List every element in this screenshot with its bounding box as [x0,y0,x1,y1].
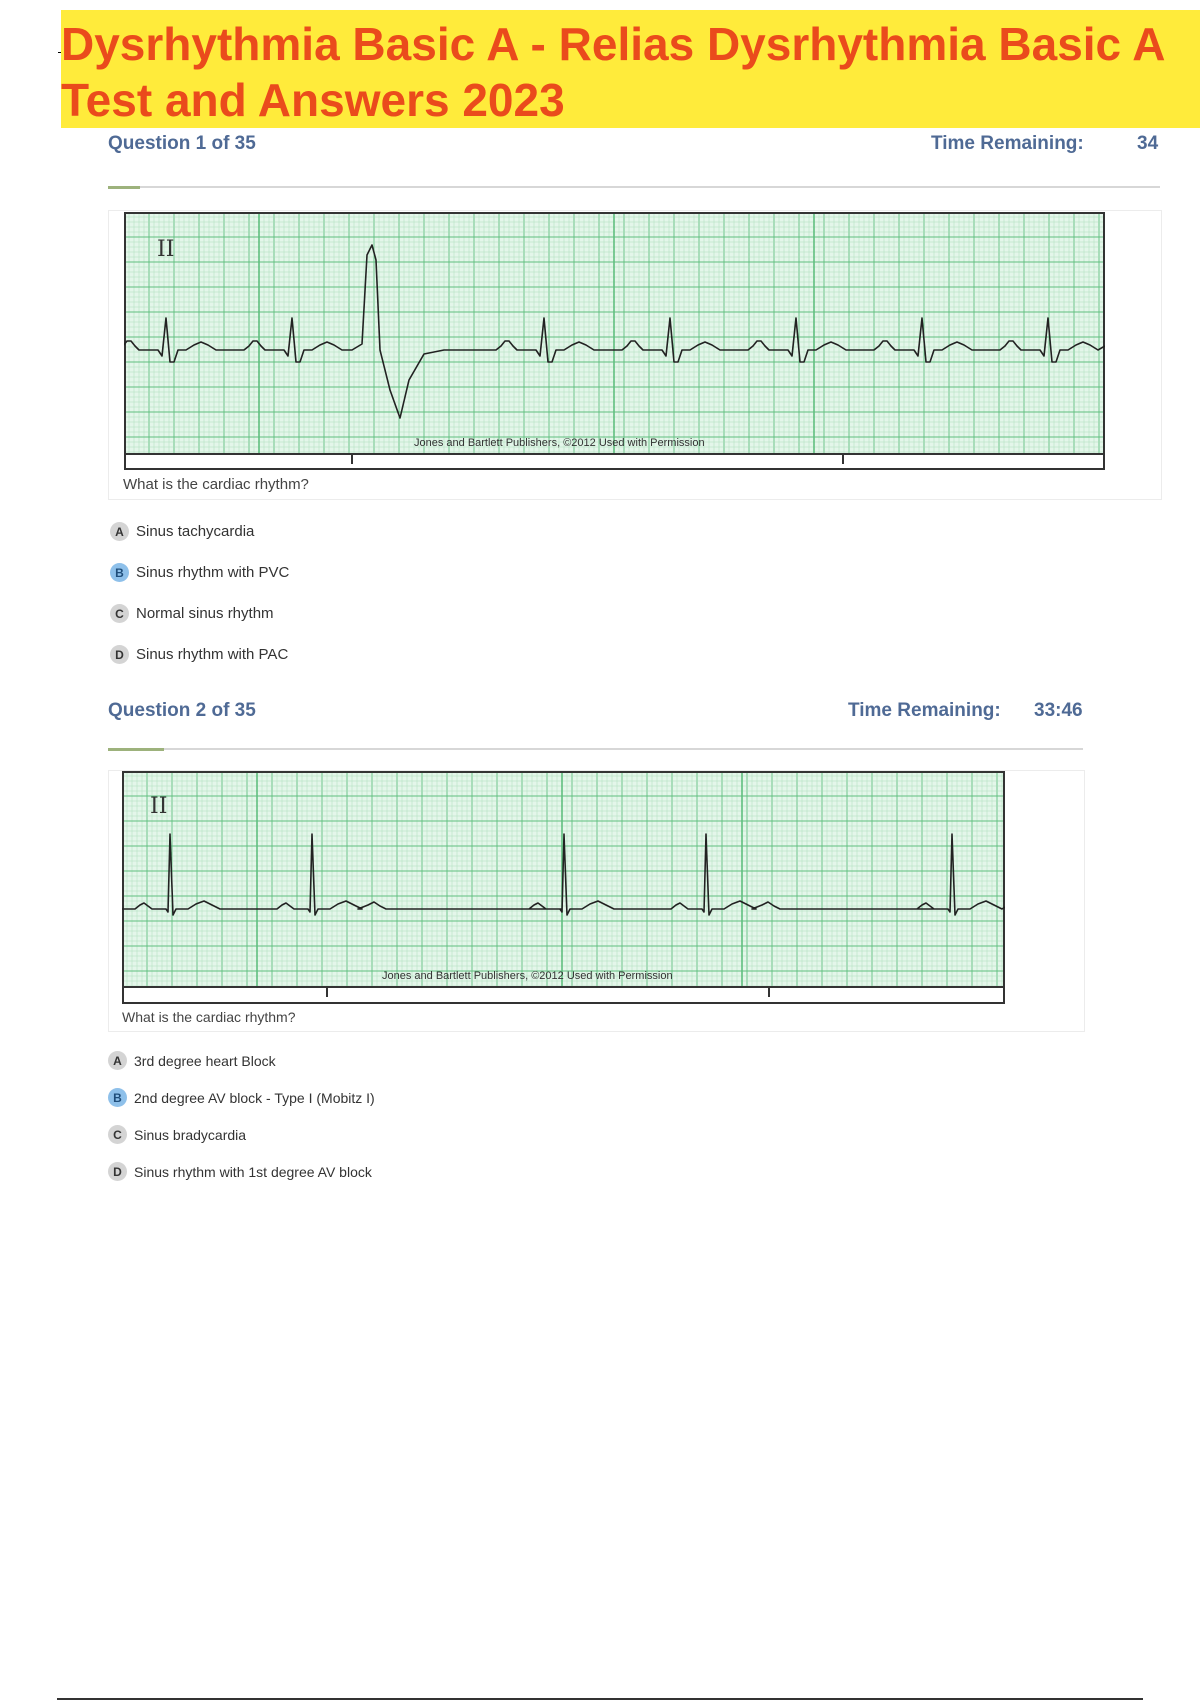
option-text: Sinus rhythm with PVC [136,564,290,581]
question-2-option-c[interactable] [108,1125,246,1144]
question-2-option-a[interactable] [108,1051,276,1070]
option-letter-badge: A [108,1051,127,1070]
option-letter-badge: D [108,1162,127,1181]
option-text: 2nd degree AV block - Type I (Mobitz I) [134,1089,375,1106]
ecg-lead-label: II [150,794,168,819]
question-2-time-value: 33:46 [1034,700,1083,721]
title-banner [61,10,1200,128]
question-2-progress-track [108,748,1083,750]
question-1-time-value: 34 [1137,133,1159,154]
question-2-option-d[interactable] [108,1162,372,1181]
ecg-credit: Jones and Bartlett Publishers, ©2012 Used with Permission [414,437,705,449]
question-1-option-d[interactable] [110,645,288,664]
option-text: Sinus rhythm with PAC [136,646,289,663]
question-2-header: Question 2 of 35 [108,700,256,721]
option-letter-badge: C [108,1125,127,1144]
option-text: Sinus rhythm with 1st degree AV block [134,1163,372,1180]
question-1-prompt: What is the cardiac rhythm? [123,476,309,493]
question-1-header: Question 1 of 35 [108,133,256,154]
document-title-line-1: Dysrhythmia Basic A - Relias Dysrhythmia Basic A [61,18,1166,70]
question-1-progress-track [108,186,1160,188]
question-2-prompt: What is the cardiac rhythm? [122,1009,296,1025]
question-2-progress-fill [108,748,164,751]
document-title-line-2: Test and Answers 2023 [61,74,565,126]
option-letter-badge: B [108,1088,127,1107]
option-text: 3rd degree heart Block [134,1052,276,1069]
option-letter-badge: A [110,522,129,541]
option-text: Normal sinus rhythm [136,605,274,622]
question-1-option-a[interactable] [110,522,254,541]
question-1-ecg-strip [124,212,1105,470]
ecg-credit: Jones and Bartlett Publishers, ©2012 Used with Permission [382,970,673,982]
ecg-lead-label: II [157,237,175,262]
question-1-time-label: Time Remaining: [931,133,1084,154]
question-1-option-b[interactable] [110,563,289,582]
option-letter-badge: B [110,563,129,582]
option-text: Sinus tachycardia [136,523,255,540]
question-2-option-b[interactable] [108,1088,375,1107]
option-letter-badge: C [110,604,129,623]
question-2-ecg-strip [122,771,1005,1004]
question-2-time-label: Time Remaining: [848,700,1001,721]
question-1-progress-fill [108,186,140,189]
option-letter-badge: D [110,645,129,664]
question-1-option-c[interactable] [110,604,274,623]
option-text: Sinus bradycardia [134,1126,247,1143]
